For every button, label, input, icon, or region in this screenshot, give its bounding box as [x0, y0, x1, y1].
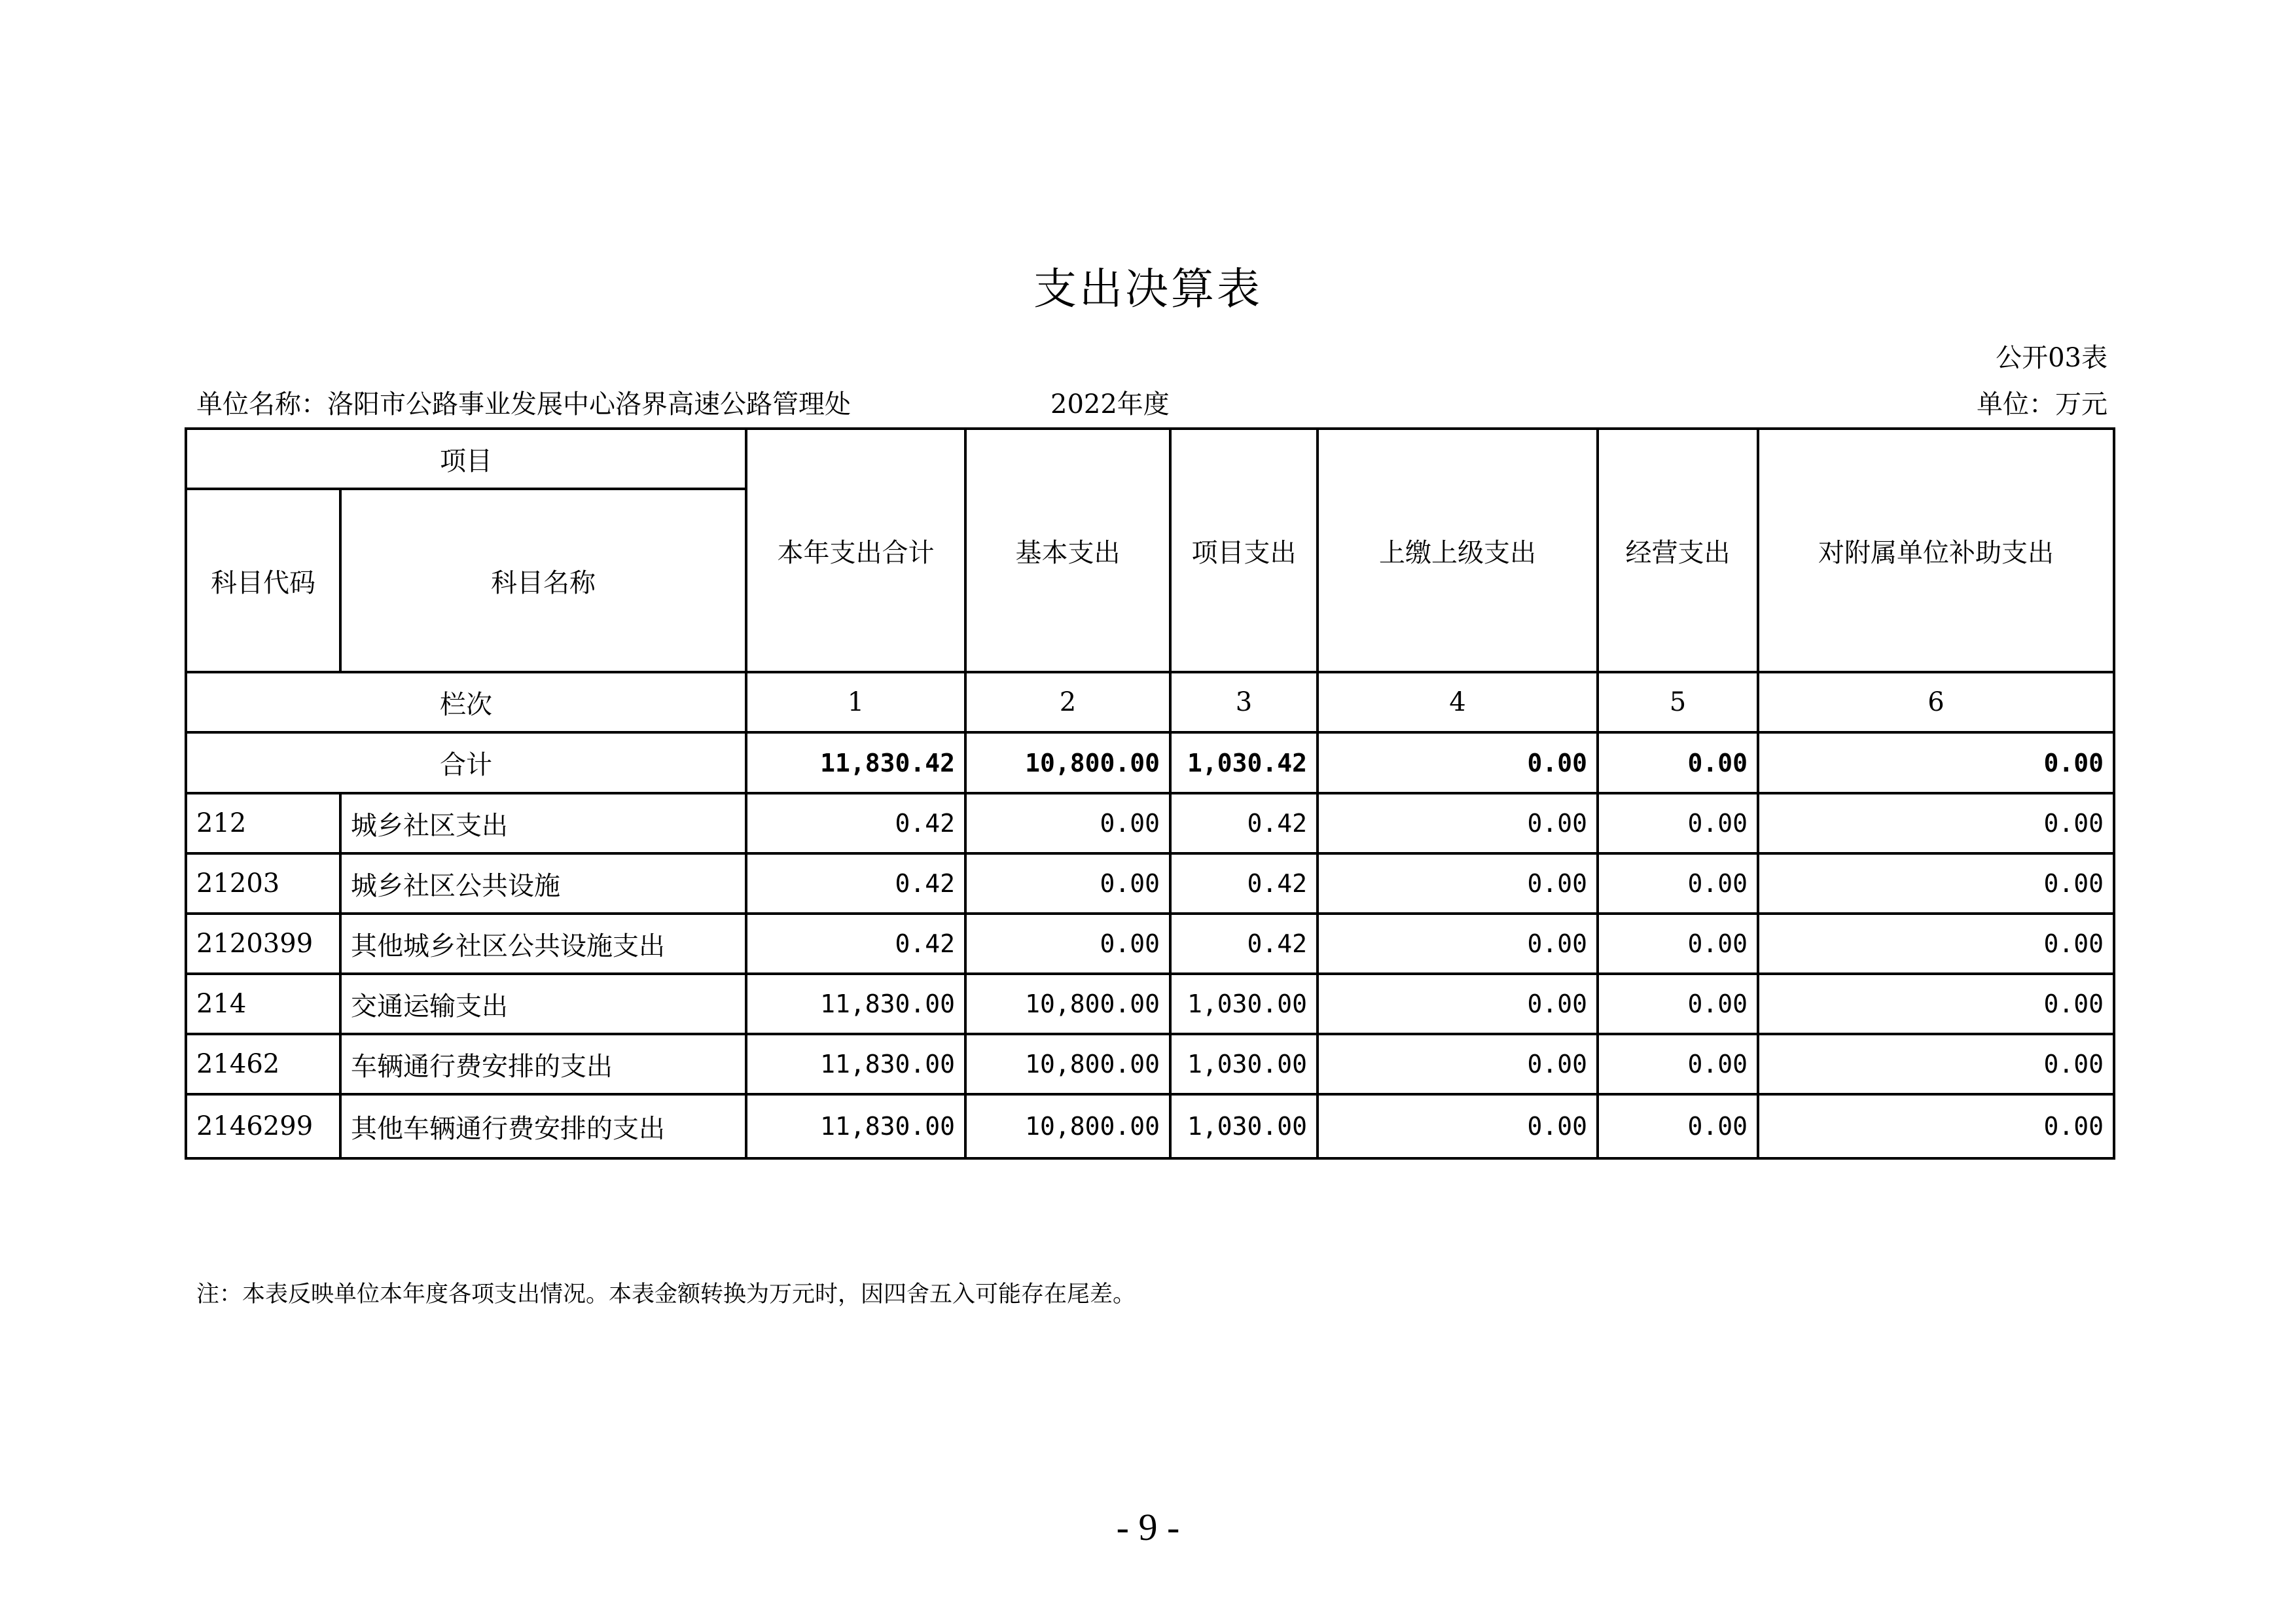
column-number: 6 [1758, 672, 2114, 732]
amount-cell: 11,830.00 [746, 1094, 965, 1158]
amount-cell: 0.00 [1318, 793, 1598, 853]
amount-cell: 0.00 [1758, 793, 2114, 853]
subject-code: 212 [186, 793, 340, 853]
table-row [186, 914, 2114, 974]
header-code: 科目代码 [186, 489, 340, 672]
amount-cell: 10,800.00 [965, 1094, 1170, 1158]
header-upper: 上缴上级支出 [1318, 429, 1598, 672]
amount-cell: 11,830.00 [746, 974, 965, 1034]
subject-code: 2120399 [186, 914, 340, 974]
amount-cell: 0.42 [746, 914, 965, 974]
amount-cell: 0.00 [1598, 1034, 1758, 1094]
total-row [186, 732, 2114, 793]
amount-cell: 0.00 [1598, 1094, 1758, 1158]
subject-code: 21203 [186, 853, 340, 914]
amount-cell: 0.42 [746, 793, 965, 853]
unit-name: 单位名称：洛阳市公路事业发展中心洛界高速公路管理处 [196, 389, 851, 419]
amount-cell: 0.00 [1758, 853, 2114, 914]
page-title: 支出决算表 [1033, 264, 1263, 314]
page-number: - 9 - [1116, 1506, 1180, 1548]
column-number: 3 [1170, 672, 1318, 732]
header-project: 项目 [186, 429, 746, 489]
subject-name: 其他城乡社区公共设施支出 [340, 914, 746, 974]
amount-cell: 0.00 [1598, 793, 1758, 853]
total-value: 0.00 [1598, 732, 1758, 793]
amount-cell: 0.42 [1170, 853, 1318, 914]
column-number: 5 [1598, 672, 1758, 732]
currency-unit: 单位：万元 [1977, 389, 2108, 419]
subject-code: 214 [186, 974, 340, 1034]
header-subsidy: 对附属单位补助支出 [1758, 429, 2114, 672]
table-row [186, 853, 2114, 914]
header-basic: 基本支出 [965, 429, 1170, 672]
column-number: 4 [1318, 672, 1598, 732]
subject-name: 城乡社区支出 [340, 793, 746, 853]
header-total: 本年支出合计 [746, 429, 965, 672]
column-number: 2 [965, 672, 1170, 732]
column-label: 栏次 [186, 672, 746, 732]
table-row [186, 1094, 2114, 1158]
amount-cell: 0.00 [1598, 853, 1758, 914]
total-value: 11,830.42 [746, 732, 965, 793]
amount-cell: 10,800.00 [965, 1034, 1170, 1094]
amount-cell: 0.00 [965, 853, 1170, 914]
amount-cell: 0.42 [1170, 793, 1318, 853]
footnote: 注：本表反映单位本年度各项支出情况。本表金额转换为万元时，因四舍五入可能存在尾差。 [196, 1281, 1136, 1308]
total-value: 1,030.42 [1170, 732, 1318, 793]
expenditure-table [185, 427, 2115, 1160]
total-value: 10,800.00 [965, 732, 1170, 793]
table-row [186, 1034, 2114, 1094]
fiscal-year: 2022年度 [1050, 389, 1170, 419]
header-project-expenditure: 项目支出 [1170, 429, 1318, 672]
amount-cell: 11,830.00 [746, 1034, 965, 1094]
table-row [186, 974, 2114, 1034]
subject-name: 城乡社区公共设施 [340, 853, 746, 914]
amount-cell: 0.00 [1598, 914, 1758, 974]
amount-cell: 0.00 [1318, 1034, 1598, 1094]
amount-cell: 1,030.00 [1170, 974, 1318, 1034]
amount-cell: 0.42 [746, 853, 965, 914]
amount-cell: 0.00 [965, 914, 1170, 974]
header-name: 科目名称 [340, 489, 746, 672]
subject-name: 其他车辆通行费安排的支出 [340, 1094, 746, 1158]
amount-cell: 1,030.00 [1170, 1034, 1318, 1094]
amount-cell: 0.00 [1318, 974, 1598, 1034]
subject-name: 车辆通行费安排的支出 [340, 1034, 746, 1094]
amount-cell: 0.00 [1758, 974, 2114, 1034]
total-value: 0.00 [1758, 732, 2114, 793]
column-number-row [186, 672, 2114, 732]
amount-cell: 0.00 [1318, 1094, 1598, 1158]
amount-cell: 1,030.00 [1170, 1094, 1318, 1158]
amount-cell: 0.42 [1170, 914, 1318, 974]
amount-cell: 0.00 [1598, 974, 1758, 1034]
amount-cell: 0.00 [1758, 1034, 2114, 1094]
total-value: 0.00 [1318, 732, 1598, 793]
header-row-1 [186, 429, 2114, 489]
header-business: 经营支出 [1598, 429, 1758, 672]
amount-cell: 0.00 [1318, 914, 1598, 974]
amount-cell: 10,800.00 [965, 974, 1170, 1034]
amount-cell: 0.00 [1318, 853, 1598, 914]
amount-cell: 0.00 [965, 793, 1170, 853]
column-number: 1 [746, 672, 965, 732]
subject-code: 21462 [186, 1034, 340, 1094]
subject-code: 2146299 [186, 1094, 340, 1158]
subject-name: 交通运输支出 [340, 974, 746, 1034]
table-row [186, 793, 2114, 853]
amount-cell: 0.00 [1758, 1094, 2114, 1158]
amount-cell: 0.00 [1758, 914, 2114, 974]
total-label: 合计 [186, 732, 746, 793]
form-number: 公开03表 [1996, 343, 2108, 373]
